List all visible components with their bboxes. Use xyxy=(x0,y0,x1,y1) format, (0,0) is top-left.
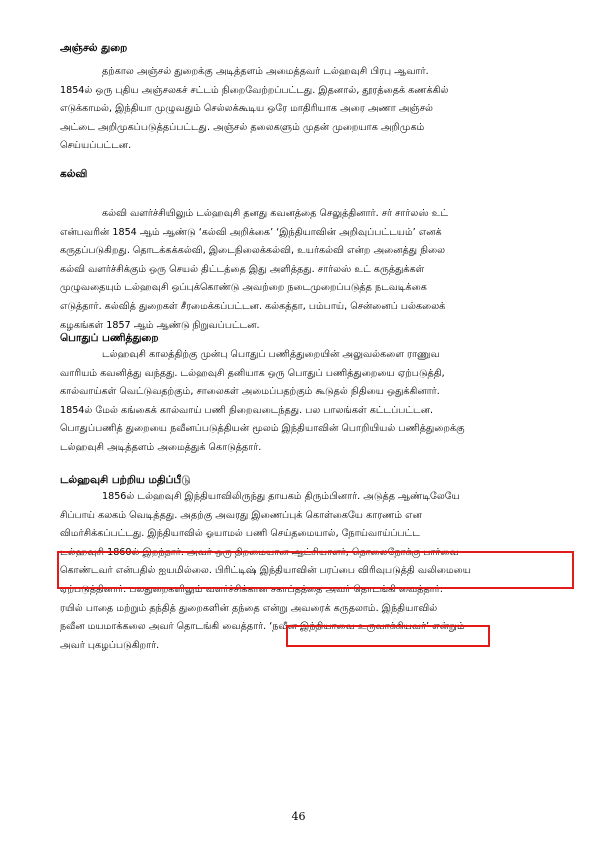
section-heading-education: கல்வி xyxy=(60,168,88,180)
text-line: கழகங்கள் 1857 ஆம் ஆண்டு நிறுவப்பட்டன. xyxy=(60,319,260,331)
text-line: டல்ஹவுசி 1860ல் இறந்தார். அவர் ஒரு திறமையான ஆட்சியாளர், தொலைநோக்கு பார்வை xyxy=(60,546,459,558)
text-line: முழுவதையும் டல்ஹவுசி ஒப்புக்கொண்டு அவற்றை நடைமுறைப்படுத்த நடவடிக்கை xyxy=(60,282,427,294)
text-line: 1856ல் டல்ஹவுசி இந்தியாவிலிருந்து தாயகம் திரும்பினார். அடுத்த ஆண்டிலேயே xyxy=(102,491,460,502)
text-line: சிப்பாய் கலகம் வெடித்தது. அதற்கு அவரது இணைப்புக் கொள்கையே காரணம் என xyxy=(60,509,422,521)
text-line: கருதப்படுகிறது. தொடக்கக்கல்வி, இடைநிலைக்கல்வி, உயர்கல்வி என்ற அனைத்து நிலை xyxy=(60,245,446,257)
text-line: கல்வி வளர்ச்சிக்கும் ஒரு செயல் திட்டத்தை இது அளித்தது. சார்லஸ் உட் கருத்துக்கள் xyxy=(60,263,425,275)
highlight-box-modern-india xyxy=(286,625,490,647)
section-heading-assessment: டல்ஹவுசி பற்றிய மதிப்பீடு xyxy=(60,474,191,486)
text-line: 1854ல் ஒரு புதிய அஞ்சலகச் சட்டம் நிறைவேற்றப்பட்டது. இதனால், தூரத்தைக் கணக்கில் xyxy=(60,84,449,96)
text-line: நவீன மயமாக்கலை அவர் தொடங்கி வைத்தார். ‘நவீன இந்தியாவை உருவாக்கியவர்’ என்றும் xyxy=(60,621,465,633)
text-line: எடுத்தார். கல்வித் துறைகள் சீரமைக்கப்பட்டன. கல்கத்தா, பம்பாய், சென்னைப் பல்கலைக் xyxy=(60,300,446,312)
text-line: எடுக்காமல், இந்தியா முழுவதும் செல்லக்கூடிய ஒரே மாதிரியாக அரை அணா அஞ்சல் xyxy=(60,103,433,115)
text-line: செய்யப்பட்டன. xyxy=(60,140,132,152)
section-heading-postal: அஞ்சல் துறை xyxy=(60,42,128,54)
text-line: விமர்சிக்கப்பட்டது. இந்தியாவில் ஓயாமல் பணி செய்தமையால், நோய்வாய்ப்பட்ட xyxy=(60,528,420,540)
paragraph-education xyxy=(60,205,549,335)
text-line: டல்ஹவுசி அடித்தளம் அமைத்துக் கொடுத்தார். xyxy=(60,441,262,453)
text-line: கொண்டவர் என்பதில் ஐயமில்லை. பிரிட்டிஷ் இந்தியாவின் பரப்பை விரிவுபடுத்தி வலிமையை xyxy=(60,565,471,577)
text-line: 1854ல் மேல் கங்கைக் கால்வாய் பணி நிறைவடைந்தது. பல பாலங்கள் கட்டப்பட்டன. xyxy=(60,404,434,416)
section-heading-public-works: பொதுப் பணித்துறை xyxy=(60,332,159,344)
text-line: தற்கால அஞ்சல் துறைக்கு அடித்தளம் அமைத்தவர் டல்ஹவுசி பிரபு ஆவார். xyxy=(102,66,429,77)
text-line: பொதுப்பணித் துறையை நவீனப்படுத்தியன் மூலம் இந்தியாவின் பொறியியல் பணித்துறைக்கு xyxy=(60,423,465,435)
page-number: 46 xyxy=(291,810,306,823)
text-line: என்பவரின் 1854 ஆம் ஆண்டு ‘கல்வி அறிக்கை’ ‘இந்தியாவின் அறிவுப்பட்டயம்’ எனக் xyxy=(60,226,442,238)
highlight-box-assessment xyxy=(57,551,574,589)
paragraph-postal xyxy=(60,63,549,156)
text-line: வாரியம் கவனித்து வந்தது. டல்ஹவுசி தனியாக ஒரு பொதுப் பணித்துறையை ஏற்படுத்தி, xyxy=(60,367,445,379)
text-line: ரயில் பாதை மற்றும் தந்தித் துறைகளின் தந்தை என்று அவரைக் கருதலாம். இந்தியாவில் xyxy=(60,602,438,614)
text-line: ஏற்படுத்தினார். பலதுறைகளிலும் வளர்ச்சிக்கான சகாப்தத்தை அவர் தொடங்கி வைத்தார். xyxy=(60,583,443,595)
text-line: டல்ஹவுசி காலத்திற்கு முன்பு பொதுப் பணித்துறையின் அலுவல்களை ராணுவ xyxy=(102,349,440,360)
paragraph-public-works xyxy=(60,346,549,458)
text-line: அவர் புகழப்படுகிறார். xyxy=(60,639,160,651)
text-line: கால்வாய்கள் வெட்டுவதற்கும், சாலைகள் அமைப்பதற்கும் கூடுதல் நிதியை ஒதுக்கினார். xyxy=(60,386,440,398)
text-line: அட்டை அறிமுகப்படுத்தப்பட்டது. அஞ்சல் தலைகளும் முதன் முறையாக அறிமுகம் xyxy=(60,121,425,133)
text-line: கல்வி வளர்ச்சியிலும் டல்ஹவுசி தனது கவனத்தை செலுத்தினார். சர் சார்லஸ் உட் xyxy=(102,208,449,219)
